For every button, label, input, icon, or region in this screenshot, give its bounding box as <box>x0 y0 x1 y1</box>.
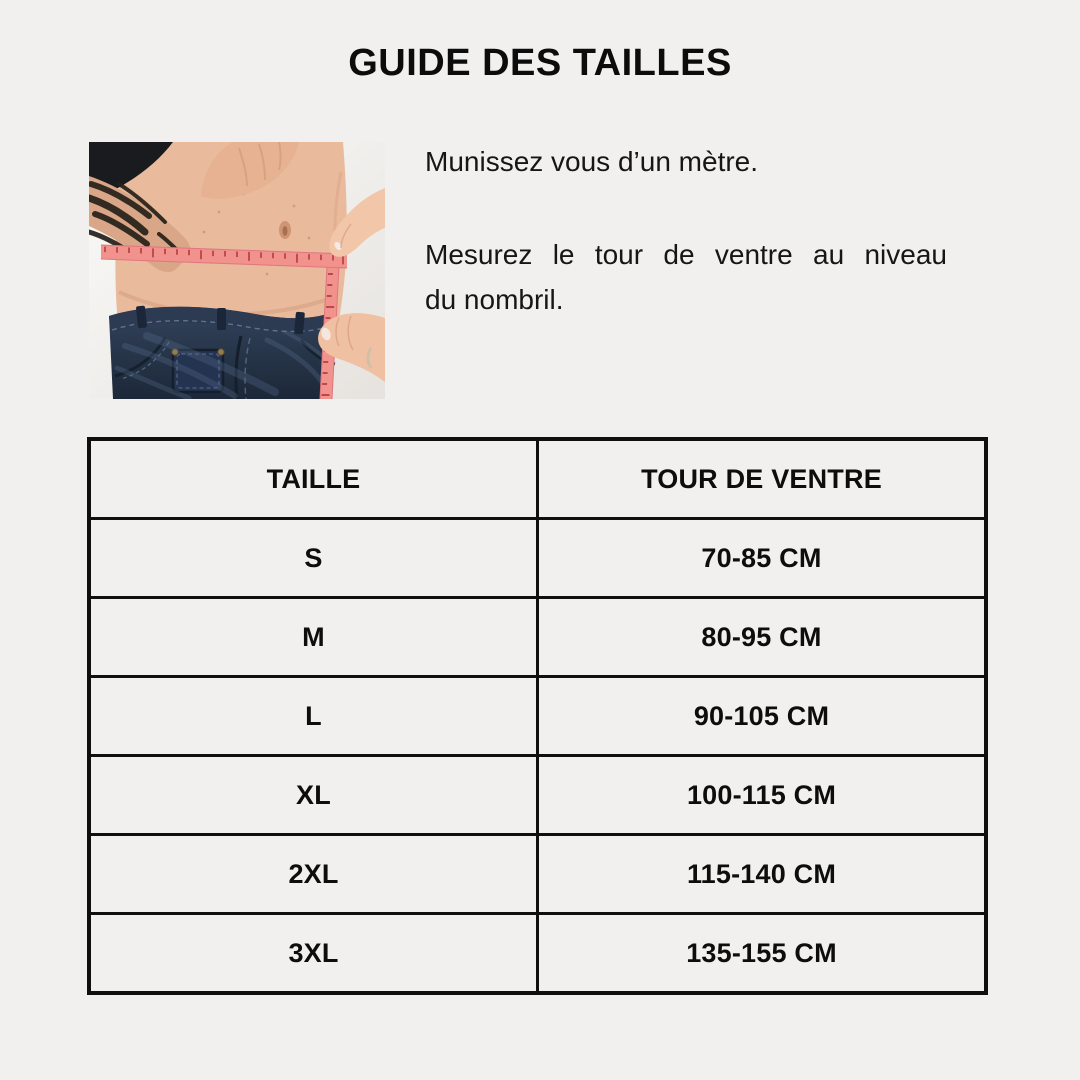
size-cell: 2XL <box>89 835 538 914</box>
size-cell: M <box>89 598 538 677</box>
range-cell: 100-115 CM <box>538 756 987 835</box>
table-row <box>89 835 986 914</box>
table-row <box>89 519 986 598</box>
range-cell: 90-105 CM <box>538 677 987 756</box>
size-cell: S <box>89 519 538 598</box>
size-cell: L <box>89 677 538 756</box>
instruction-step1: Munissez vous d’un mètre. <box>425 146 759 177</box>
measurement-photo-illustration <box>89 142 385 399</box>
range-cell: 70-85 CM <box>538 519 987 598</box>
size-table <box>87 437 988 995</box>
size-cell: XL <box>89 756 538 835</box>
instructions <box>425 144 947 322</box>
range-cell: 80-95 CM <box>538 598 987 677</box>
size-cell: 3XL <box>89 914 538 994</box>
table-row <box>89 677 986 756</box>
range-cell: 115-140 CM <box>538 835 987 914</box>
size-table-header-taille: TAILLE <box>89 439 538 519</box>
page-title: GUIDE DES TAILLES <box>348 42 732 84</box>
instruction-step2-line2: du nombril. <box>425 284 564 315</box>
table-row <box>89 756 986 835</box>
instruction-step2 <box>425 232 947 322</box>
size-table-header-row <box>89 439 986 519</box>
measurement-photo <box>89 142 385 399</box>
jeans <box>109 306 337 399</box>
table-row <box>89 914 986 994</box>
table-row <box>89 598 986 677</box>
instruction-step2-line1: Mesurez le tour de ventre au niveau <box>425 239 947 270</box>
size-table-header-tour-de-ventre: TOUR DE VENTRE <box>538 439 987 519</box>
range-cell: 135-155 CM <box>538 914 987 994</box>
